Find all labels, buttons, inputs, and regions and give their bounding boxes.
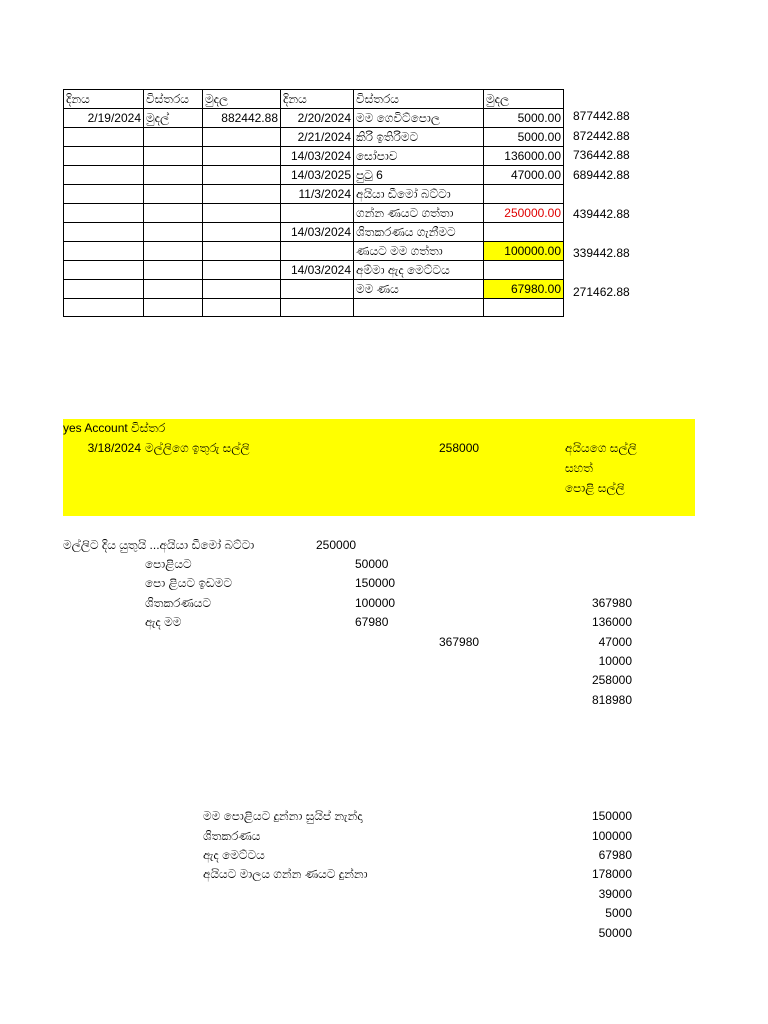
ledger-cell: 100000.00 [484,242,564,261]
yes-account-note: සහත් [565,461,593,475]
ledger-cell: 67980.00 [484,280,564,299]
section3-item-label: මම පොළියට දුන්නා සුයිප් නැන්දා [203,809,363,823]
ledger-cell [144,147,203,166]
ledger-cell [281,280,354,299]
section2-right-total: 818980 [591,693,632,707]
section3-extra-amount: 39000 [598,887,632,901]
section3-item-amount: 100000 [591,829,632,843]
running-balance: 736442.88 [573,148,630,162]
yes-account-note: අයියගෙ සල්ලි [565,441,637,455]
ledger-cell: 2/19/2024 [64,109,144,128]
running-balance: 339442.88 [573,245,630,260]
ledger-row [64,223,564,242]
ledger-cell [144,280,203,299]
ledger-cell [64,128,144,147]
ledger-cell: 14/03/2025 [281,166,354,185]
running-balance: 872442.88 [573,128,630,143]
section2-item-amount: 50000 [355,557,389,571]
section2-item-label: පො ළියට ඉඩමට [145,576,232,590]
section2-item-amount: 67980 [355,615,389,629]
running-balance: 689442.88 [573,167,630,182]
ledger-row [64,280,564,299]
running-balance: 877442.88 [573,109,630,123]
yes-account-amount: 258000 [439,441,480,455]
section2-right-value: 136000 [591,615,632,629]
yes-account-description: මල්ලිගෙ ඉතුරු සල්ලි [145,441,250,455]
ledger-cell [64,204,144,223]
ledger-cell: කිරි ඉතිරිමට [354,128,484,147]
ledger-cell [203,204,281,223]
section2-subtotal: 367980 [439,635,480,649]
header-cell: විස්තරය [144,90,203,109]
section2-lead-amount: 250000 [316,538,357,552]
ledger-cell: මම ණය [354,280,484,299]
ledger-cell: 2/20/2024 [281,109,354,128]
yes-account-date: 3/18/2024 [87,441,141,455]
header-cell: දිනය [281,90,354,109]
section2-item-amount: 150000 [355,576,396,590]
yes-account-title: yes Account විස්තර [63,421,166,435]
ledger-cell: මුදල් [144,109,203,128]
section2-right-value: 367980 [591,596,632,610]
ledger-cell [64,242,144,261]
header-cell: විස්තරය [354,90,484,109]
ledger-cell [64,280,144,299]
ledger-row [64,261,564,280]
section3-extra-amount: 5000 [605,906,632,920]
ledger-cell: 882442.88 [203,109,281,128]
section2-item-label: ශිතකරණයට [145,596,212,610]
yes-account-note: පොළි සල්ලි [565,481,625,495]
section3-item-label: අයියට මාලය ගන්න ණයට දුන්නා [203,867,368,881]
ledger-cell: ණයට මම ගත්තා [354,242,484,261]
ledger-cell [64,185,144,204]
ledger-cell [144,128,203,147]
ledger-cell [281,242,354,261]
ledger-cell: අයියා ඩීමෝ බට්ටා [354,185,484,204]
ledger-cell [144,299,203,317]
ledger-row [64,299,564,317]
ledger-cell: 250000.00 [484,204,564,223]
ledger-cell: 5000.00 [484,109,564,128]
section3-item-amount: 150000 [591,809,632,823]
ledger-cell [144,185,203,204]
section2-item-amount: 100000 [355,596,396,610]
section3-item-amount: 67980 [598,848,632,862]
ledger-row [64,204,564,223]
ledger-cell: 14/03/2024 [281,223,354,242]
ledger-cell: 14/03/2024 [281,147,354,166]
ledger-cell: 5000.00 [484,128,564,147]
ledger-cell [484,261,564,280]
ledger-cell [203,299,281,317]
section2-item-label: පොළියට [145,557,192,571]
ledger-row [64,166,564,185]
section2-right-value: 47000 [598,635,632,649]
ledger-cell: අම්මා ඇද මෙට්ටය [354,261,484,280]
ledger-cell [484,223,564,242]
section3-item-label: ශිතකරණය [203,829,261,843]
ledger-cell: සෝපාව [354,147,484,166]
ledger-cell [64,147,144,166]
ledger-cell: 136000.00 [484,147,564,166]
ledger-cell: ශිතකරණය ගැනීමට [354,223,484,242]
ledger-header-row [64,90,564,109]
ledger-cell [203,185,281,204]
ledger-cell [484,185,564,204]
section2-lead: මල්ලිට දිය යුතුයි ...අයියා ඩීමෝ බට්ටා [63,538,255,552]
ledger-cell: 2/21/2024 [281,128,354,147]
ledger-cell [144,204,203,223]
ledger-cell: මම ගෙවිට්පොල [354,109,484,128]
section3-extra-amount: 50000 [598,926,632,940]
ledger-row [64,147,564,166]
ledger-cell [144,242,203,261]
ledger-cell [203,242,281,261]
ledger-row [64,185,564,204]
running-balance: 271462.88 [573,284,630,299]
ledger-cell [281,204,354,223]
running-balance: 439442.88 [573,206,630,221]
ledger-cell [64,166,144,185]
ledger-cell [203,166,281,185]
ledger-cell: ගන්න ණයට ගත්තා [354,204,484,223]
header-cell: මුදල [484,90,564,109]
ledger-cell [281,299,354,317]
ledger-cell [64,261,144,280]
ledger-cell [484,299,564,317]
header-cell: දිනය [64,90,144,109]
ledger-cell [144,261,203,280]
section2-item-label: ඇද මම [145,615,182,629]
ledger-cell [64,223,144,242]
header-cell: මුදල [203,90,281,109]
ledger-cell: පුටු 6 [354,166,484,185]
ledger-row [64,109,564,128]
ledger-cell: 14/03/2024 [281,261,354,280]
ledger-row [64,128,564,147]
ledger-cell: 11/3/2024 [281,185,354,204]
ledger-cell [144,223,203,242]
ledger-cell [144,166,203,185]
section3-item-label: ඇද මෙට්ටය [203,848,265,862]
section2-right-value: 10000 [598,654,632,668]
ledger-cell [203,280,281,299]
ledger-cell [203,223,281,242]
ledger-cell [64,299,144,317]
ledger-cell [203,261,281,280]
ledger-cell [354,299,484,317]
ledger-cell [203,128,281,147]
ledger-cell [203,147,281,166]
section3-item-amount: 178000 [591,867,632,881]
ledger-table [63,89,564,317]
ledger-row [64,242,564,261]
section2-right-value: 258000 [591,673,632,687]
ledger-cell: 47000.00 [484,166,564,185]
